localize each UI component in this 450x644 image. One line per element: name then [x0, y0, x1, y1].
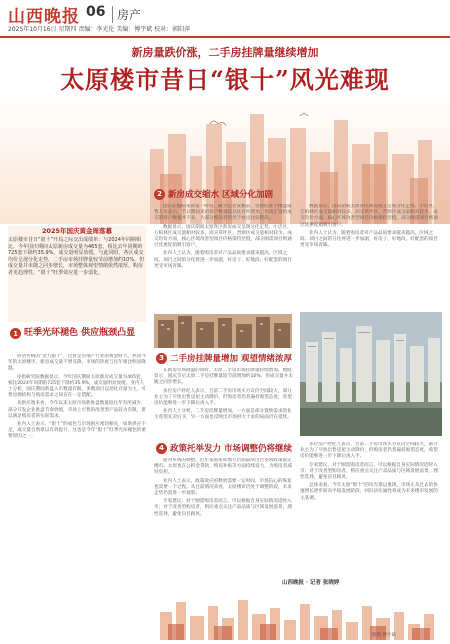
city-aerial-photo — [300, 312, 442, 436]
section-2-number: 2 — [154, 189, 165, 200]
section-1-header — [10, 328, 146, 339]
section-3-header — [156, 352, 292, 364]
column-2b-body — [300, 204, 442, 310]
bottom-skyline-illustration — [150, 588, 450, 640]
summary-text: 太原楼市昔日“银十”开局之际交出成绩单：与2024年同期相比，今年国庆期间太原新房成交量为465套，相比去年同期的725套下降约35.9%，成交量明显放缓。与此同时，各区成交均价呈现分化走势，二手房市场挂牌量较节前增加约10%，但成交量并未随之同步增长，市场整体观望情绪依然浓厚。购房者更趋理性，“银十”旺季效应进一步弱化。 — [8, 237, 145, 276]
column-3-body — [154, 368, 294, 438]
paragraph: 业内人士认为，随着购房者对产品品质要求越来越高，区域之间、项目之间的分化将进一步加剧，好房子、好地段、好配套的项目更受市场青睐。 — [300, 230, 438, 249]
section-4-header — [156, 442, 292, 454]
masthead — [0, 0, 450, 38]
byline: 山西晚报 · 记者 张晓婷 — [282, 580, 340, 586]
paragraph: 回望传统的“金九银十”，这曾是房地产行业的黄金时节。然而今年的太原楼市，新房成交量不增反降，市场的热度与往年相比明显降温。 — [8, 354, 146, 372]
newspaper-logo: 山西晚报 — [8, 7, 80, 27]
section-3-title: 二手房挂牌量增加 观望情绪浓厚 — [170, 354, 292, 364]
article-subtitle: 新房量跌价涨，二手房挂牌量继续增加 — [131, 46, 319, 59]
paragraph: 多位房产经纪人表示，目前二手房市场买方议价空间较大，部分业主为了尽快出售房屋主动降价，但购房者仍普遍持观望态度，希望房价能够进一步下降后再入手。 — [154, 388, 292, 407]
dateline: 2025年10月16日 星期四 责编：李光伦 美编：傅宇斌 校对：郭阳萍 — [8, 26, 191, 33]
paragraph: 总体来看，今年太原“银十”的风光难以重现，市场正从过去的快速增长逐步转向平稳发展阶段，回归居住属性将成为未来楼市发展的主基调。 — [300, 483, 438, 501]
article-headline: 太原楼市昔日“银十”风光难现 — [60, 65, 390, 94]
paragraph: 多位房产经纪人表示，目前二手房市场买方议价空间较大，部分业主为了尽快出售房屋主动降价，但购房者仍普遍持观望态度，希望房价能够进一步下降后再入手。 — [300, 442, 438, 460]
column-1-body — [8, 354, 148, 618]
paragraph: 专家建议，对于刚需购房者而言，可以根据自身实际情况适时入市；对于改善型购房者，则应重点关注产品品质与区域发展前景，理性选择，避免盲目跟风。 — [300, 462, 438, 481]
residential-photo — [154, 314, 292, 348]
section-2-header — [154, 188, 273, 200]
section-1-number: 1 — [10, 328, 21, 339]
column-5-body — [300, 442, 442, 574]
section-4-number: 4 — [156, 443, 167, 454]
paragraph: 中指研究院数据显示，今年国庆期间太原新房成交量为465套，相比2024年同期的725套下降约35.9%，成交量明显放缓。业内人士分析，国庆期间新盘入市数量有限，多数项目以消化存量为主，可售房源结构与购房需求之间存在一定错配。 — [8, 374, 146, 399]
paragraph: 国庆长假结束的第一时间，截至记者发稿前，受访的多个楼盘销售人员表示，节日期间来访客户数量较以往有所增加，但真正签约成交的客户数量并不多，大部分购房者仍处于看房比较阶段。 — [154, 204, 292, 222]
column-4-body — [154, 458, 294, 578]
paragraph: 面对市场的调整，近年来国家和地方层面陆续出台多项政策稳定楼市。太原也在公积金贷款、购房补贴等方面持续发力，为购房者减轻负担。 — [154, 458, 292, 476]
paragraph: 在新房市场降温的同时，太原二手房市场挂牌量持续增加。数据显示，国庆节后太原二手房挂牌量较节前增加约10%，但成交量并未随之同步增长。 — [154, 368, 293, 386]
paragraph: 专家建议，对于刚需购房者而言，可以根据自身实际情况适时入市；对于改善型购房者，则应重点关注产品品质与区域发展前景，理性选择，避免盲目跟风。 — [154, 499, 292, 517]
paragraph: 从供应端来看，今年以来太原市场新推盘数量较往年有所减少，部分开发企业推盘节奏放缓，市场上可售的改善型产品较为有限，难以满足购房者的实际需求。 — [8, 401, 146, 419]
paragraph: 数据显示，国庆期间太原各区新房成交呈现分化走势。小店区、万柏林区成交量相对较多，而尖草坪区、晋源区成交量相对较少。成交均价方面，核心区域改善型项目价格保持坚挺，部分刚需项目则通过优惠促销吸引客户。 — [300, 204, 438, 228]
paragraph: 数据显示，国庆期间太原各区新房成交呈现分化走势。小店区、万柏林区成交量相对较多，而尖草坪区、晋源区成交量相对较少。成交均价方面，核心区域改善型项目价格保持坚挺，部分刚需项目则通过优惠促销吸引客户。 — [154, 224, 292, 249]
summary-box — [8, 226, 146, 322]
paragraph: 业内人士分析，二手房挂牌量增加，一方面是部分置换需求的业主希望先卖后买，另一方面也反映出市场供大于求的局面仍在延续。 — [154, 409, 292, 421]
paragraph: 业内人士表示，政策效应的释放需要一定时间，市场信心的恢复也需要一个过程。从目前情况来看，太原楼市仍处于调整阶段，未来走势仍需进一步观察。 — [154, 478, 292, 497]
section-name: 房产 — [112, 6, 141, 23]
section-3-number: 3 — [156, 353, 167, 364]
paragraph: 业内人士表示，“银十”的成色与市场供应密切相关，如果供应不足，成交量自然难以有效提升，这也是今年“银十”旺季光环褪色的重要原因之一。 — [8, 422, 146, 440]
page-number: 06 — [86, 4, 106, 20]
section-2-title: 新房成交缩水 区域分化加剧 — [168, 190, 273, 200]
section-1-title: 旺季光环褪色 供应瓶颈凸显 — [24, 328, 136, 338]
section-4-title: 政策托举发力 市场调整仍将继续 — [170, 444, 292, 454]
summary-title: 2025年国庆黄金周落幕 — [41, 227, 113, 235]
paragraph: 业内人士认为，随着购房者对产品品质要求越来越高，区域之间、项目之间的分化将进一步加剧，好房子、好地段、好配套的项目更受市场青睐。 — [154, 251, 292, 269]
column-2-body — [154, 204, 294, 310]
photo-credit: 制图 傅宇斌 — [372, 633, 396, 638]
